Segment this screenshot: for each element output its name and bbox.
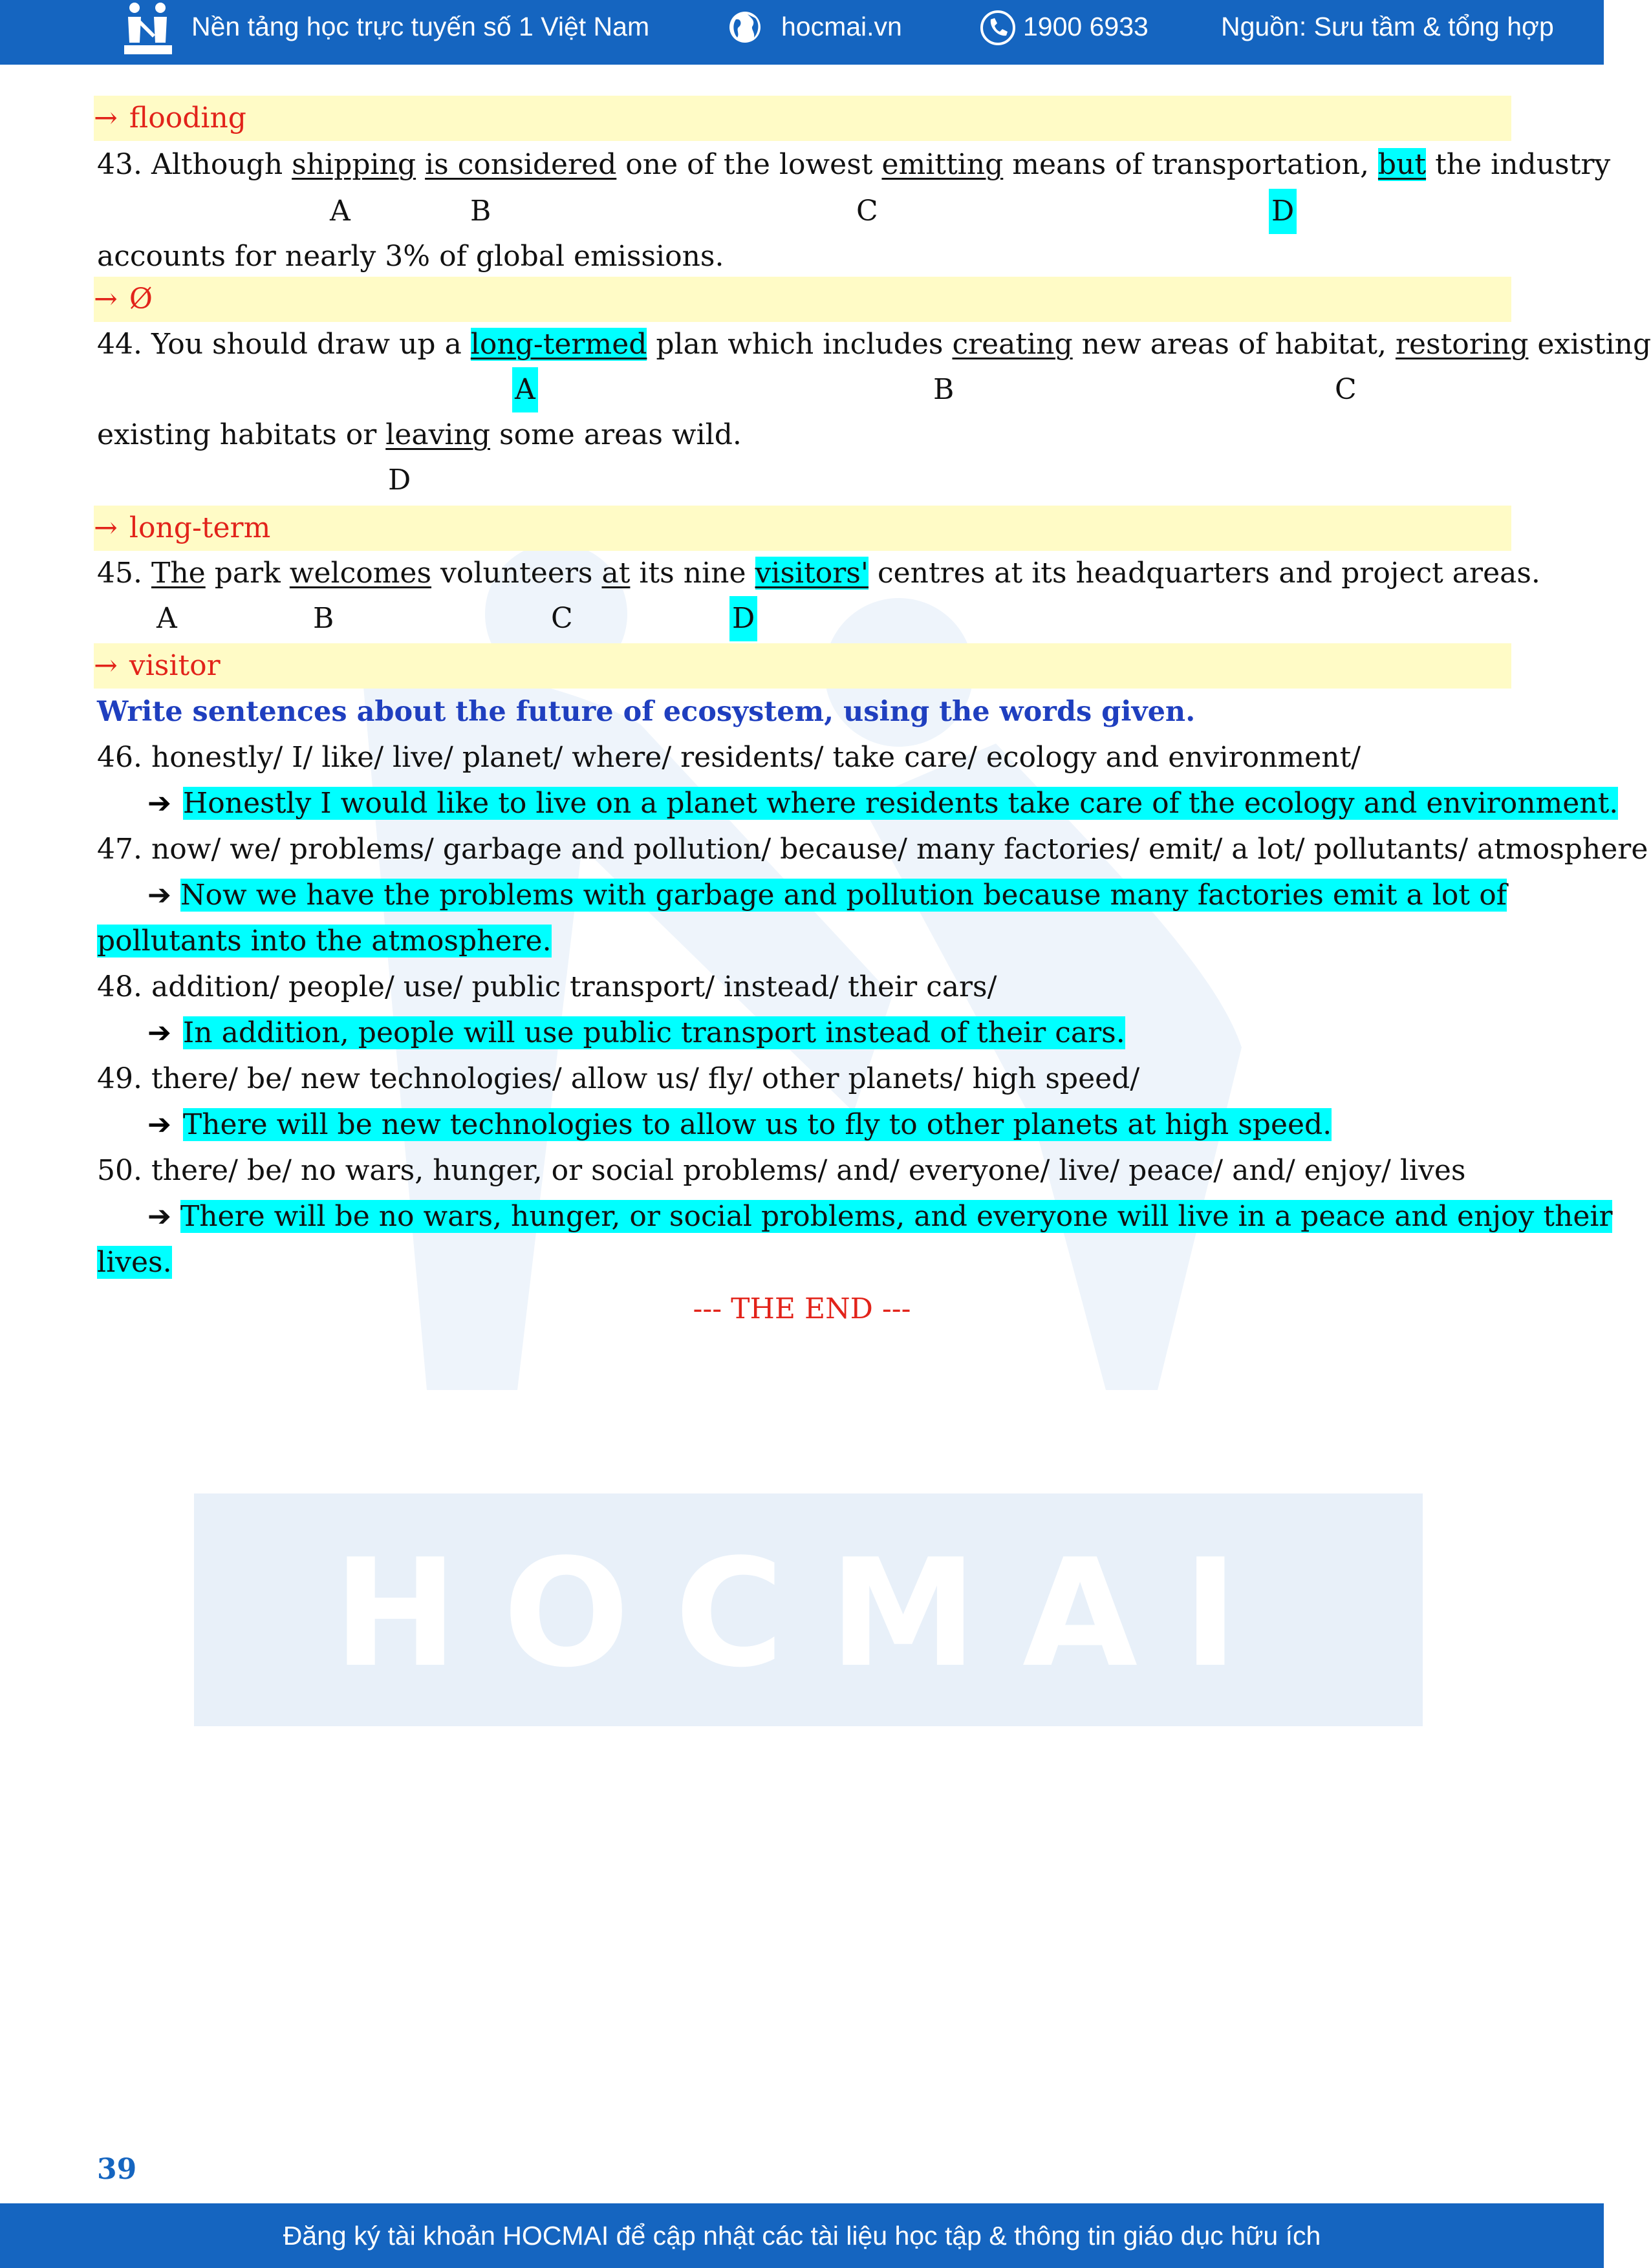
option-b-text: is considered [425,148,617,181]
page-footer: Đăng ký tài khoản HOCMAI để cập nhật các tài liệu học tập & thông tin giáo dục hữu ích [0,2203,1604,2268]
answer-46 [147,781,1618,826]
question-text: some areas wild. [490,418,742,451]
question-text: You should draw up a [151,328,471,361]
question-number: 45. [97,557,142,590]
question-text: new areas of habitat, [1072,328,1396,361]
question-number: 44. [97,328,142,361]
option-c-text: at [601,557,631,590]
option-c-letter: C [1335,373,1357,406]
option-a-text: long-termed [470,328,647,361]
answer-49 [147,1102,1332,1148]
option-d-letter: D [1269,189,1297,234]
option-a-letter: A [512,367,538,412]
option-d-letter: D [388,464,411,497]
page-number: 39 [97,2153,137,2186]
option-b-letter: B [313,602,334,635]
correction-q43 [94,277,1511,322]
answer-47 [147,873,1507,918]
question-text: one of the lowest [616,148,882,181]
question-43-continued: accounts for nearly 3% of global emissions. [97,240,724,273]
prompt-47: 47. now/ we/ problems/ garbage and pollution/ because/ many factories/ emit/ a lot/ pollutants/ atmosphere [97,833,1648,866]
question-text: Although [151,148,292,181]
question-text: the industry [1426,148,1611,181]
option-a-text: The [151,557,206,590]
option-b-text: welcomes [289,557,432,590]
option-d-text: visitors' [755,557,869,590]
correction-text: flooding [129,102,246,134]
option-a-text: shipping [292,148,416,181]
question-text: existing [1528,328,1651,361]
question-text: existing habitats or [97,418,386,451]
answer-arrow-icon: ➔ [147,1108,171,1141]
option-b-letter: B [470,195,491,228]
answer-text: There will be no wars, hunger, or social problems, and everyone will live in a peace and enjoy their [180,1200,1613,1233]
prompt-46: 46. honestly/ I/ like/ live/ planet/ where/ residents/ take care/ ecology and environment/ [97,741,1361,774]
question-text: park [205,557,290,590]
correction-text: Ø [129,283,153,316]
option-a-letter: A [330,195,351,228]
arrow-icon: → [94,649,118,682]
correction-text: long-term [129,511,271,544]
arrow-icon: → [94,102,118,134]
prompt-50: 50. there/ be/ no wars, hunger, or social problems/ and/ everyone/ live/ peace/ and/ enjoy/ lives [97,1154,1466,1187]
question-43 [97,142,1611,187]
question-text: centres at its headquarters and project areas. [868,557,1540,590]
question-text: means of transportation, [1003,148,1378,181]
answer-47-continued [97,919,552,964]
answer-48 [147,1011,1125,1056]
question-45 [97,551,1540,596]
prompt-48: 48. addition/ people/ use/ public transport/ instead/ their cars/ [97,970,997,1003]
option-d-text: leaving [385,418,491,451]
arrow-icon: → [94,283,118,316]
answer-arrow-icon: ➔ [147,1200,171,1233]
correction-q42 [94,96,1511,141]
question-text: plan which includes [647,328,953,361]
answer-arrow-icon: ➔ [147,879,171,912]
answer-50-continued [97,1240,172,1285]
option-c-text: emitting [881,148,1004,181]
the-end-marker: --- THE END --- [693,1292,911,1325]
header-site-link[interactable]: hocmai.vn [781,12,902,41]
answer-arrow-icon: ➔ [147,1016,171,1049]
option-b-letter: B [933,373,955,406]
answer-50 [147,1194,1613,1239]
question-text: its nine [630,557,755,590]
header-tagline: Nền tảng học trực tuyến số 1 Việt Nam [191,12,650,41]
answer-text: In addition, people will use public transport instead of their cars. [182,1016,1125,1049]
option-c-letter: C [856,195,878,228]
option-c-letter: C [551,602,573,635]
question-44-continued [97,412,1507,458]
answer-arrow-icon: ➔ [147,787,171,820]
prompt-49: 49. there/ be/ new technologies/ allow us/ fly/ other planets/ high speed/ [97,1062,1140,1095]
watermark-text: HOCMAI [333,1528,1284,1700]
question-text: volunteers [431,557,602,590]
correction-q44 [94,506,1511,551]
arrow-icon: → [94,511,118,544]
question-number: 43. [97,148,142,181]
answer-text: Now we have the problems with garbage and pollution because many factories emit a lot of [180,879,1507,912]
option-b-text: creating [952,328,1073,361]
option-c-text: restoring [1395,328,1529,361]
question-44 [97,322,1651,367]
correction-text: visitor [129,649,221,682]
option-d-text: but [1377,148,1427,181]
question-text [416,148,425,181]
answer-text: There will be new technologies to allow us to fly to other planets at high speed. [182,1108,1332,1141]
option-a-letter: A [156,602,177,635]
correction-q45 [94,643,1511,689]
answer-text: Honestly I would like to live on a planet where residents take care of the ecology and environment. [182,787,1619,820]
option-d-letter: D [729,596,757,641]
answer-text: lives. [97,1246,172,1279]
section-instruction: Write sentences about the future of ecosystem, using the words given. [97,696,1196,728]
header-source: Nguồn: Sưu tầm & tổng hợp [1221,12,1554,41]
answer-text: pollutants into the atmosphere. [97,925,552,957]
header-phone[interactable]: 1900 6933 [1023,12,1149,41]
